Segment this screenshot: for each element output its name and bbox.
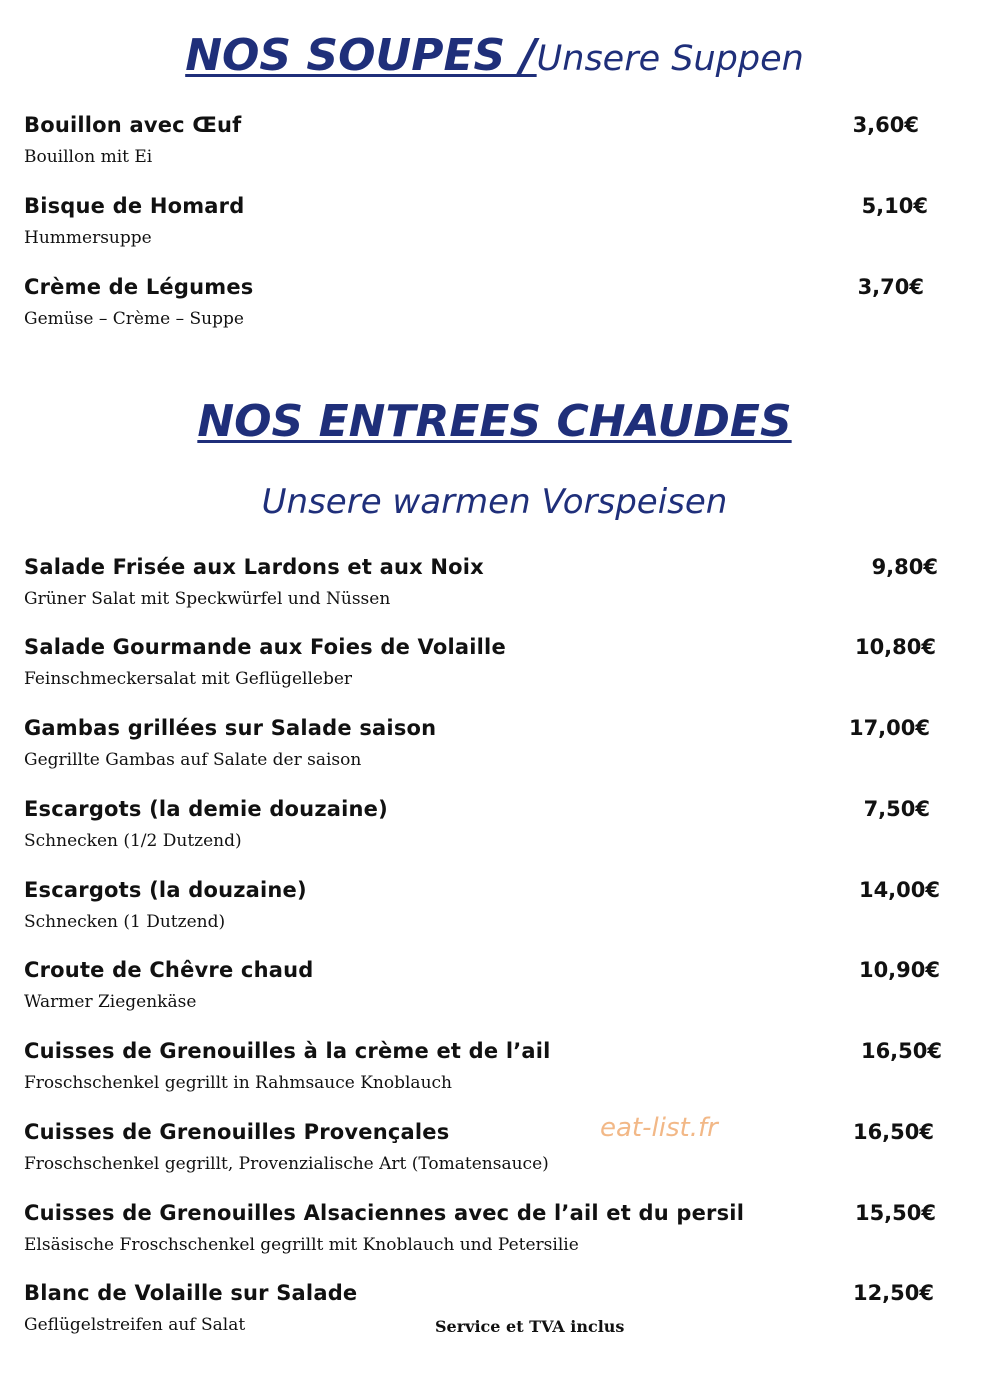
menu-item [24,555,944,619]
item-price: 12,50€ [852,1281,934,1305]
menu-item [24,1201,944,1265]
soupes-title: NOS SOUPES / [185,30,537,81]
menu-item [24,716,944,780]
item-description: Feinschmeckersalat mit Geflügelleber [24,669,353,689]
menu-item [24,635,944,699]
item-description: Hummersuppe [24,228,152,248]
item-description: Froschschenkel gegrillt, Provenzialische Art (Tomatensauce) [24,1154,549,1174]
item-name: Cuisses de Grenouilles Alsaciennes avec de l’ail et du persil [24,1201,745,1225]
item-price: 17,00€ [848,716,930,740]
item-description: Schnecken (1 Dutzend) [24,912,226,932]
item-price: 14,00€ [858,878,940,902]
item-price: 10,80€ [854,635,936,659]
entrees-subtitle: Unsere warmen Vorspeisen [261,482,728,522]
item-description: Geflügelstreifen auf Salat [24,1315,246,1335]
item-name: Bisque de Homard [24,194,245,218]
watermark: eat-list.fr [600,1113,718,1143]
menu-item [24,878,944,942]
item-price: 15,50€ [854,1201,936,1225]
item-description: Gemüse – Crème – Suppe [24,309,244,329]
item-description: Elsäsische Froschschenkel gegrillt mit Knoblauch und Petersilie [24,1235,579,1255]
item-name: Cuisses de Grenouilles à la crème et de l’ail [24,1039,551,1063]
menu-item [24,958,944,1022]
item-price: 3,60€ [852,113,919,137]
item-price: 3,70€ [857,275,924,299]
soupes-heading [0,30,989,81]
item-name: Blanc de Volaille sur Salade [24,1281,358,1305]
menu-item [24,1120,944,1184]
menu-item [24,797,944,861]
item-name: Cuisses de Grenouilles Provençales [24,1120,450,1144]
item-name: Salade Frisée aux Lardons et aux Noix [24,555,484,579]
menu-item [24,113,944,177]
item-description: Warmer Ziegenkäse [24,992,197,1012]
item-name: Croute de Chêvre chaud [24,958,314,982]
item-price: 9,80€ [871,555,938,579]
footer-note: Service et TVA inclus [435,1317,625,1336]
entrees-title-text: NOS ENTREES CHAUDES [197,396,792,447]
item-name: Salade Gourmande aux Foies de Volaille [24,635,506,659]
item-price: 16,50€ [860,1039,942,1063]
menu-item [24,1039,944,1103]
item-name: Crème de Légumes [24,275,254,299]
item-description: Gegrillte Gambas auf Salate der saison [24,750,362,770]
menu-item [24,275,944,339]
entrees-title [0,396,989,447]
item-price: 7,50€ [863,797,930,821]
item-price: 10,90€ [858,958,940,982]
item-price: 5,10€ [861,194,928,218]
item-description: Schnecken (1/2 Dutzend) [24,831,242,851]
item-name: Escargots (la demie douzaine) [24,797,388,821]
soupes-subtitle: Unsere Suppen [536,39,804,79]
item-name: Escargots (la douzaine) [24,878,307,902]
item-name: Gambas grillées sur Salade saison [24,716,437,740]
item-description: Froschschenkel gegrillt in Rahmsauce Knoblauch [24,1073,452,1093]
item-description: Grüner Salat mit Speckwürfel und Nüssen [24,589,391,609]
menu-item [24,194,944,258]
item-description: Bouillon mit Ei [24,147,153,167]
item-name: Bouillon avec Œuf [24,113,242,137]
item-price: 16,50€ [852,1120,934,1144]
